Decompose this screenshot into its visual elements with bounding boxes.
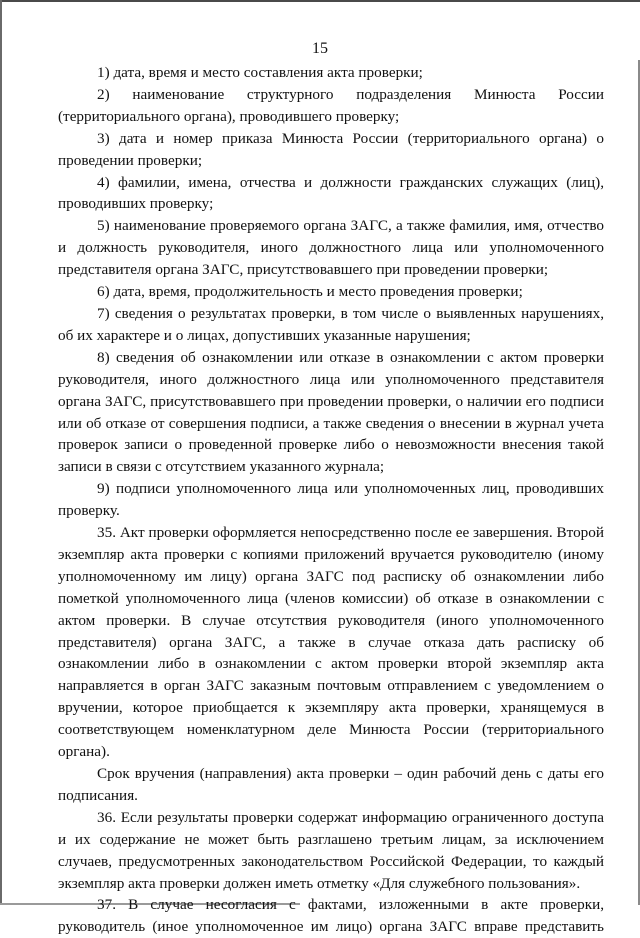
list-item-8: 8) сведения об ознакомлении или отказе в ознакомлении с актом проверки руководителя, иного должностного лица или уполномоченного представителя органа ЗАГС, присутствовавшего при проведении проверки, о наличии его подписи или об отказе от совершения подписи, а также сведения о внесении в журнал учета проверок записи о проведенной проверке либо о невозможности внесения такой записи в связи с отсутствием указанного журнала; xyxy=(58,348,604,476)
list-item-1: 1) дата, время и место составления акта проверки; xyxy=(97,64,423,81)
list-item-6: 6) дата, время, продолжительность и место проведения проверки; xyxy=(97,283,523,301)
clause-35-delivery-term: Срок вручения (направления) акта проверки – один рабочий день с даты его подписания. xyxy=(58,765,604,804)
list-item-5: 5) наименование проверяемого органа ЗАГС, а также фамилия, имя, отчество и должность руководителя, иного должностного лица или уполномоченного представителя органа ЗАГС, присутствовавшего при проведении проверки; xyxy=(58,217,604,279)
list-item-3: 3) дата и номер приказа Минюста России (территориального органа) о проведении проверки; xyxy=(58,129,604,169)
page-number: 15 xyxy=(312,40,328,57)
list-item-9: 9) подписи уполномоченного лица или уполномоченных лиц, проводивших проверку. xyxy=(58,480,604,520)
scan-edge-left xyxy=(0,0,2,905)
document-body xyxy=(58,62,604,938)
clause-37: 37. В случае несогласия с фактами, изложенными в акте проверки, руководитель (иное уполномоченное им лицо) органа ЗАГС вправе представить xyxy=(58,896,604,936)
list-item-7: 7) сведения о результатах проверки, в том числе о выявленных нарушениях, об их характере и о лицах, допустивших указанные нарушения; xyxy=(58,304,604,344)
list-item-2: 2) наименование структурного подразделения Минюста России (территориального органа), проводившего проверку; xyxy=(58,85,604,125)
list-item-4: 4) фамилии, имена, отчества и должности гражданских служащих (лиц), проводивших проверку; xyxy=(58,173,604,213)
scan-edge-top xyxy=(0,0,640,2)
clause-35: 35. Акт проверки оформляется непосредственно после ее завершения. Второй экземпляр акта проверки с копиями приложений вручается руководителю (иному уполномоченному им лицу) органа ЗАГС под расписку об ознакомлении либо пометкой уполномоченного лица (членов комиссии) об отказе в ознакомлении с актом проверки. В случае отсутствия руководителя (иного уполномоченного представителя) органа ЗАГС, а также в случае отказа дать расписку об ознакомлении либо в ознакомлении с актом проверки второй экземпляр акта направляется в орган ЗАГС заказным почтовым отправлением с уведомлением о вручении, которое приобщается к экземпляру акта проверки, хранящемуся в соответствующем номенклатурном деле Минюста России (территориального органа). xyxy=(58,524,604,761)
clause-36: 36. Если результаты проверки содержат информацию ограниченного доступа и их содержание не может быть разглашено третьим лицам, за исключением случаев, предусмотренных законодательством Российской Федерации, то каждый экземпляр акта проверки должен иметь отметку «Для служебного пользования». xyxy=(58,808,604,892)
